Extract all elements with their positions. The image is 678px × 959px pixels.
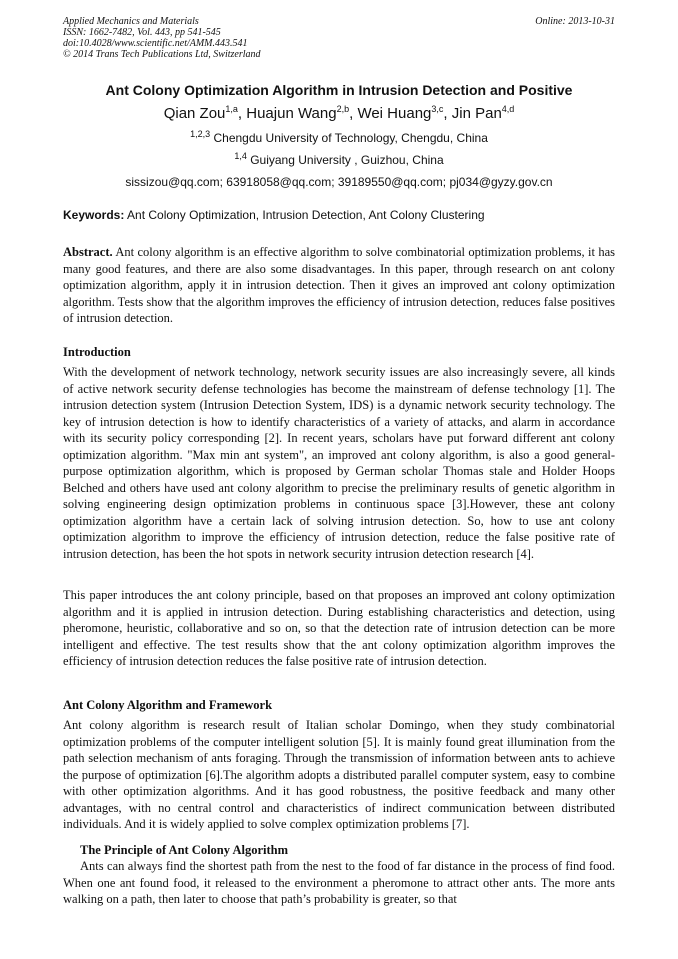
introduction-paragraph-1: With the development of network technology, network security issues are also increasingly severe, all kinds of active network security defense technologies has become the mainstream of defense technology [1]. The intrusion detection system (Intrusion Detection System, IDS) is a dynamic network security technology. The key of intrusion detection is how to identify characteristics of a variety of attacks, and alarm in accordance with its security policy corresponding [2]. In recent years, scholars have put forward different ant colony optimization algorithm. "Max min ant system", an improved ant colony algorithm, is also a good general-purpose optimization algorithm, which is proposed by German scholar Thomas stale and Holder Hoops Belched and others have used ant colony algorithm to precise the preliminary results of genetic algorithm in solving engineering design optimization problems in continuous space [3].However, these ant colony optimization algorithm have a certain lack of solving intrusion detection. So, how to use ant colony optimization algorithm to improve the efficiency of intrusion detection, reduce the false positive rate of intrusion detection, has been the hot spots in network security intrusion detection research [4]. (63, 365, 615, 561)
journal-name: Applied Mechanics and Materials (63, 16, 199, 27)
section-heading-introduction: Introduction (63, 345, 131, 359)
author-list: Qian Zou$^{1,a}$, Huajun Wang$^{2,b}$, Wei Huang$^{3,c}$, Jin Pan$^{4,d}$ (163, 104, 515, 122)
author-emails: sissizou@qq.com; 63918058@qq.com; 39189550@qq.com; pj034@gyzy.gov.cn (125, 175, 553, 189)
copyright-line: © 2014 Trans Tech Publications Ltd, Switzerland (63, 49, 261, 60)
affiliation-text: Chengdu University of Technology, Chengdu, China (213, 131, 488, 145)
journal-header (63, 16, 615, 60)
affiliation-superscript: 1,2,3 (190, 129, 211, 139)
author-superscript: 2,b (336, 104, 350, 114)
abstract-text: Ant colony algorithm is an effective algorithm to solve combinatorial optimization problems, it has many good features, and there are also some disadvantages. In this paper, through research on ant colony optimization algorithm, apply it in intrusion detection. Then it gives an improved ant colony optimization algorithm. Tests show that the algorithm improves the efficiency of intrusion detection, reduces false positives of intrusion detection. (63, 245, 615, 325)
paper-title: Ant Colony Optimization Algorithm in Intrusion Detection and Positive (105, 82, 573, 98)
affiliation (40, 153, 638, 168)
framework-paragraph-1: Ant colony algorithm is research result of Italian scholar Domingo, when they study combinatorial optimization problems of the computer intelligent solution [5]. It is mainly found great illumination from the path selection mechanism of ants foraging. Through the transmission of information between ants to achieve the purpose of optimization [6].The algorithm adopts a distributed parallel computer system, easy to combine with other optimization algorithms. And it has good robustness, the positive feedback and many other advantages, with no central control and characteristics of indirect communication between distributed individuals. And it is widely applied to solve complex optimization problems [7]. (63, 718, 615, 831)
author-superscript: 4,d (501, 104, 515, 114)
author-name: Huajun Wang (246, 105, 337, 122)
affiliation-superscript: 1,4 (234, 151, 247, 161)
keywords-line (63, 208, 623, 223)
author-superscript: 3,c (431, 104, 444, 114)
affiliation-text: Guiyang University , Guizhou, China (250, 153, 444, 167)
doi-line: doi:10.4028/www.scientific.net/AMM.443.541 (63, 38, 248, 49)
abstract-paragraph (63, 244, 615, 327)
keywords-label: Keywords: (63, 208, 125, 222)
subsection-heading-principle: The Principle of Ant Colony Algorithm (80, 843, 288, 857)
abstract-label: Abstract. (63, 245, 113, 259)
online-date: Online: 2013-10-31 (535, 16, 615, 27)
introduction-paragraph-2: This paper introduces the ant colony principle, based on that proposes an improved ant colony optimization algorithm and it is applied in intrusion detection. During establishing characteristics and detection, using pheromone, heuristic, collaborative and so on, so that the detection rate of intrusion detection can be more intelligent and effective. The test results show that the ant colony optimization algorithm improves the efficiency of intrusion detection reduces the false positive rate of intrusion detection. (63, 588, 615, 668)
author-name: Qian Zou (163, 105, 226, 122)
author-name: Jin Pan (451, 105, 502, 122)
author-name: Wei Huang (357, 105, 432, 122)
issn-line: ISSN: 1662-7482, Vol. 443, pp 541-545 (63, 27, 221, 38)
principle-paragraph-1: Ants can always find the shortest path from the nest to the food of far distance in the process of find food. When one ant found food, it released to the environment a pheromone to attract other ants. The more ants walking on a path, then later to choose that path’s probability is greater, so that (63, 859, 615, 906)
keywords-text: Ant Colony Optimization, Intrusion Detection, Ant Colony Clustering (127, 208, 485, 222)
section-heading-framework: Ant Colony Algorithm and Framework (63, 698, 273, 712)
author-superscript: 1,a (225, 104, 238, 114)
affiliation (40, 131, 638, 146)
